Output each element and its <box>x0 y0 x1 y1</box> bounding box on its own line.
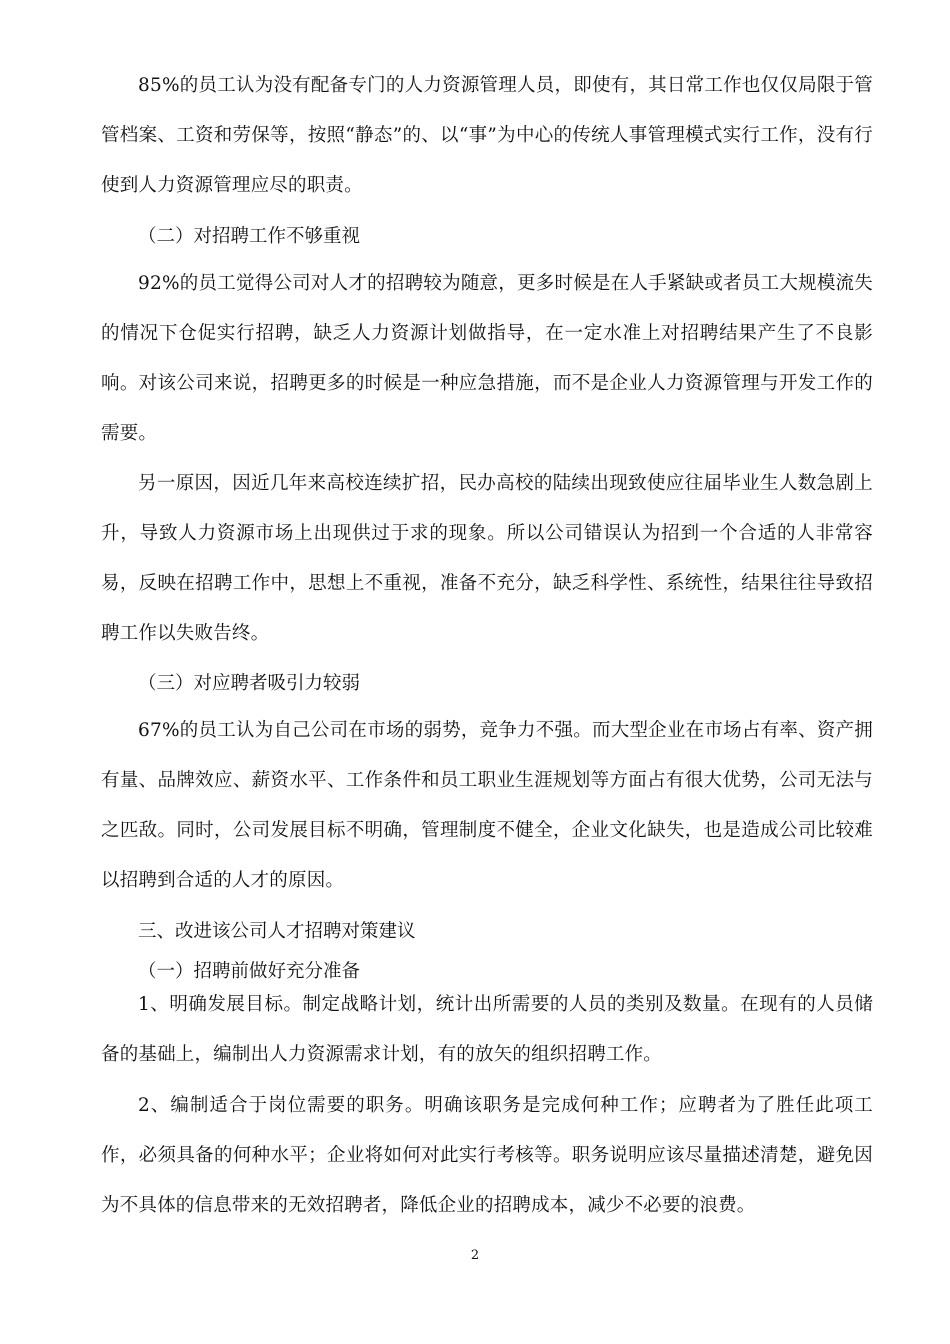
paragraph-another-reason: 另一原因，因近几年来高校连续扩招，民办高校的陆续出现致使应往届毕业生人数急剧上升，导致人力资源市场上出现供过于求的现象。所以公司错误认为招到一个合适的人非常容易，反映在招聘工作中，思想上不重视，准备不充分，缺乏科学性、系统性，结果往往导致招聘工作以失败告终。 <box>101 473 873 644</box>
section-heading-improvement: 三、改进该公司人才招聘对策建议 <box>138 921 416 942</box>
paragraph-recruitment-casual: 92%的员工觉得公司对人才的招聘较为随意，更多时候是在人手紧缺或者员工大规模流失的情况下仓促实行招聘，缺乏人力资源计划做指导，在一定水准上对招聘结果产生了不良影响。对该公司来说，招聘更多的时候是一种应急措施，而不是企业人力资源管理与开发工作的需要。 <box>101 273 873 444</box>
section-heading-recruitment-neglect: （二）对招聘工作不够重视 <box>138 226 361 247</box>
page-number: 2 <box>470 1248 480 1263</box>
paragraph-competitive-weakness: 67%的员工认为自己公司在市场的弱势，竞争力不强。而大型企业在市场占有率、资产拥有量、品牌效应、薪资水平、工作条件和员工职业生涯规划等方面占有很大优势，公司无法与之匹敌。同时，公司发展目标不明确，管理制度不健全，企业文化缺失，也是造成公司比较难以招聘到合适的人才的原因。 <box>101 720 873 891</box>
paragraph-job-description: 2、编制适合于岗位需要的职务。明确该职务是完成何种工作；应聘者为了胜任此项工作，必须具备的何种水平；企业将如何对此实行考核等。职务说明应该尽量描述清楚，避免因为不具体的信息带来的无效招聘者，降低企业的招聘成本，减少不必要的浪费。 <box>101 1095 873 1216</box>
section-heading-weak-attraction: （三）对应聘者吸引力较弱 <box>138 673 361 694</box>
subsection-heading-preparation: （一）招聘前做好充分准备 <box>138 961 361 982</box>
paragraph-clear-goals: 1、明确发展目标。制定战略计划，统计出所需要的人员的类别及数量。在现有的人员储备的基础上，编制出人力资源需求计划，有的放矢的组织招聘工作。 <box>101 994 873 1065</box>
paragraph-hr-staffing: 85%的员工认为没有配备专门的人力资源管理人员，即使有，其日常工作也仅仅局限于管管档案、工资和劳保等，按照“静态”的、以“事”为中心的传统人事管理模式实行工作，没有行使到人力资源管理应尽的职责。 <box>101 75 873 196</box>
